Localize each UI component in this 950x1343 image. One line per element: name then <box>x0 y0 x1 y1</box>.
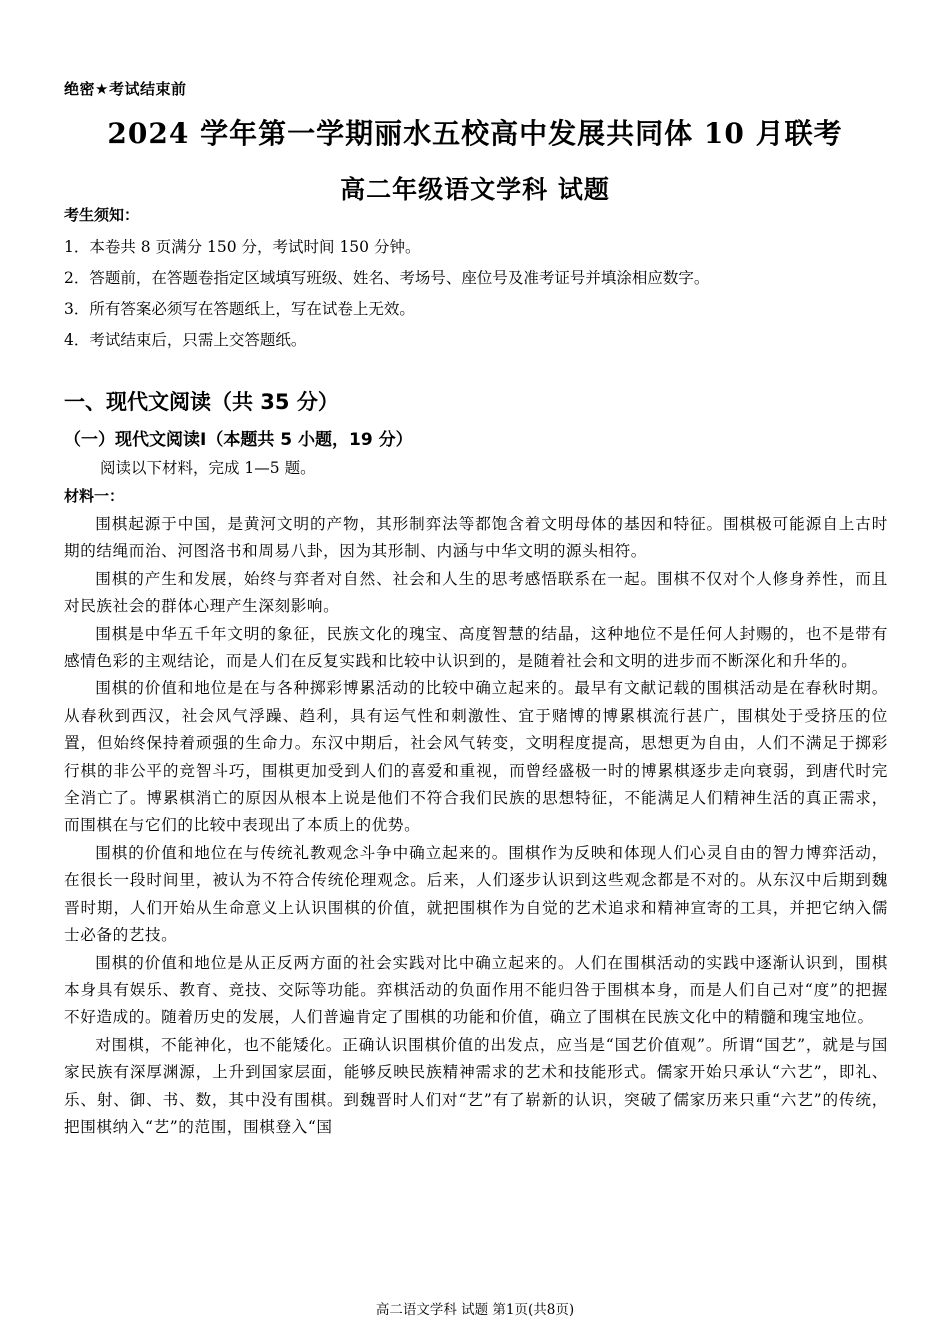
material-paragraph-6: 围棋的价值和地位是从正反两方面的社会实践对比中确立起来的。人们在围棋活动的实践中逐渐认识到，围棋本身具有娱乐、教育、竞技、交际等功能。弈棋活动的负面作用不能归咎于围棋本身，而是人们自己对“度”的把握不好造成的。随着历史的发展，人们普遍肯定了围棋的功能和价值，确立了围棋在民族文化中的精髓和瑰宝地位。 <box>64 953 888 1027</box>
notice-item-2: 2．答题前，在答题卷指定区域填写班级、姓名、考场号、座位号及准考证号并填涂相应数字。 <box>64 269 710 287</box>
secret-mark: 绝密★考试结束前 <box>64 80 187 98</box>
notice-item-3: 3．所有答案必须写在答题纸上，写在试卷上无效。 <box>64 300 415 318</box>
material-paragraph-1: 围棋起源于中国，是黄河文明的产物，其形制弈法等都饱含着文明母体的基因和特征。围棋极可能源自上古时期的结绳而治、河图洛书和周易八卦，因为其形制、内涵与中华文明的源头相符。 <box>64 515 888 561</box>
exam-sub-title: 高二年级语文学科 试题 <box>340 175 610 204</box>
material-paragraph-3: 围棋是中华五千年文明的象征，民族文化的瑰宝、高度智慧的结晶，这种地位不是任何人封赐的，也不是带有感情色彩的主观结论，而是人们在反复实践和比较中认识到的，是随着社会和文明的进步而不断深化和升华的。 <box>64 624 888 671</box>
notice-heading: 考生须知： <box>64 206 140 224</box>
exam-main-title: 2024 学年第一学期丽水五校高中发展共同体 10 月联考 <box>107 117 843 150</box>
reading-instruction: 阅读以下材料，完成 1—5 题。 <box>100 459 316 477</box>
material-paragraph-2: 围棋的产生和发展，始终与弈者对自然、社会和人生的思考感悟联系在一起。围棋不仅对个人修身养性，而且对民族社会的群体心理产生深刻影响。 <box>64 569 888 616</box>
page-footer: 高二语文学科 试题 第1页(共8页) <box>375 1302 575 1318</box>
notice-item-1: 1．本卷共 8 页满分 150 分，考试时间 150 分钟。 <box>64 238 421 256</box>
material-body <box>64 511 888 1141</box>
subsection-heading: （一）现代文阅读Ⅰ（本题共 5 小题，19 分） <box>64 430 413 450</box>
material-paragraph-5: 围棋的价值和地位在与传统礼教观念斗争中确立起来的。围棋作为反映和体现人们心灵自由的智力博弈活动，在很长一段时间里，被认为不符合传统伦理观念。后来，人们逐步认识到这些观念都是不对的。从东汉中后期到魏晋时期，人们开始从生命意义上认识围棋的价值，就把围棋作为自觉的艺术追求和精神宣寄的工具，并把它纳入儒士必备的艺技。 <box>64 843 888 945</box>
material-label: 材料一： <box>64 487 125 505</box>
section-heading: 一、现代文阅读（共 35 分） <box>64 390 339 414</box>
material-paragraph-7: 对围棋，不能神化，也不能矮化。正确认识围棋价值的出发点，应当是“国艺价值观”。所谓“国艺”，就是与国家民族有深厚渊源，上升到国家层面，能够反映民族精神需求的艺术和技能形式。儒家开始只承认“六艺”，即礼、乐、射、御、书、数，其中没有围棋。到魏晋时人们对“艺”有了崭新的认识，突破了儒家历来只重“六艺”的传统，把围棋纳入“艺”的范围，围棋登入“国 <box>64 1035 888 1136</box>
notice-item-4: 4．考试结束后，只需上交答题纸。 <box>64 331 307 349</box>
material-paragraph-4: 围棋的价值和地位是在与各种掷彩博累活动的比较中确立起来的。最早有文献记载的围棋活动是在春秋时期。从春秋到西汉，社会风气浮躁、趋利，具有运气性和刺激性、宜于赌博的博累棋流行甚广，围棋处于受挤压的位置，但始终保持着顽强的生命力。东汉中期后，社会风气转变，文明程度提高，思想更为自由，人们不满足于掷彩行棋的非公平的竞智斗巧，围棋更加受到人们的喜爱和重视，而曾经盛极一时的博累棋逐步走向衰弱，到唐代时完全消亡了。博累棋消亡的原因从根本上说是他们不符合我们民族的思想特征，不能满足人们精神生活的真正需求，而围棋在与它们的比较中表现出了本质上的优势。 <box>64 679 888 835</box>
